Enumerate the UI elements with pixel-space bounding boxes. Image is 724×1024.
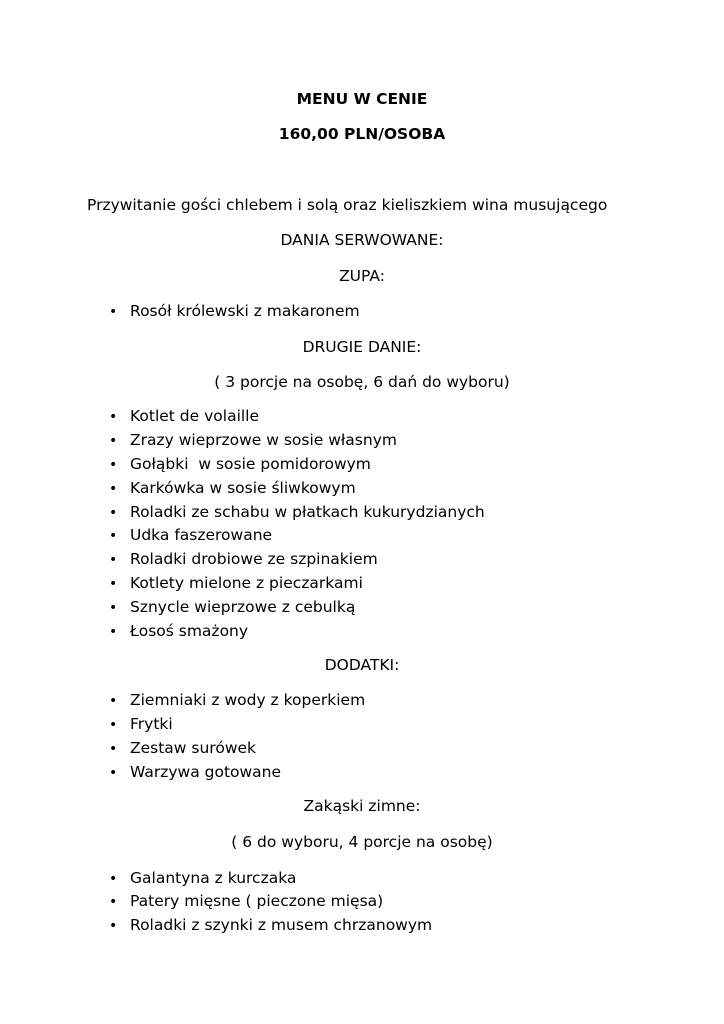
list-item-label: Galantyna z kurczaka (130, 869, 297, 887)
bullet-icon: • (109, 600, 118, 616)
list-item-label: Kotlety mielone z pieczarkami (130, 574, 363, 592)
list-item (109, 502, 485, 523)
list-item (109, 762, 281, 783)
bullet-icon: • (109, 528, 118, 544)
list-item (109, 738, 256, 759)
list-item-label: Roladki drobiowe ze szpinakiem (130, 550, 378, 568)
list-item-label: Karkówka w sosie śliwkowym (130, 479, 356, 497)
list-item (109, 597, 355, 618)
bullet-icon: • (109, 409, 118, 425)
list-item-label: Sznycle wieprzowe z cebulką (130, 598, 356, 616)
main-note: ( 3 porcje na osobę, 6 dań do wyboru) (214, 373, 510, 391)
list-item (109, 891, 383, 912)
menu-price: 160,00 PLN/OSOBA (278, 125, 446, 143)
list-item-label: Kotlet de volaille (130, 407, 260, 425)
list-item (109, 621, 248, 642)
list-item-label: Patery mięsne ( pieczone mięsa) (130, 892, 384, 910)
bullet-icon: • (109, 505, 118, 521)
bullet-icon: • (109, 457, 118, 473)
bullet-icon: • (109, 433, 118, 449)
list-item-label: Roladki z szynki z musem chrzanowym (130, 916, 433, 934)
list-item (109, 868, 296, 889)
main-heading: DRUGIE DANIE: (302, 338, 422, 356)
list-item (109, 301, 360, 322)
list-item-label: Rosół królewski z makaronem (130, 302, 360, 320)
list-item (109, 454, 371, 475)
list-item-label: Udka faszerowane (130, 526, 273, 544)
menu-title: MENU W CENIE (296, 90, 428, 108)
list-item (109, 690, 365, 711)
list-item (109, 525, 272, 546)
bullet-icon: • (109, 871, 118, 887)
list-item (109, 430, 397, 451)
bullet-icon: • (109, 576, 118, 592)
sides-heading: DODATKI: (324, 656, 400, 674)
bullet-icon: • (109, 624, 118, 640)
bullet-icon: • (109, 918, 118, 934)
bullet-icon: • (109, 552, 118, 568)
list-item-label: Frytki (130, 715, 173, 733)
list-item-label: Roladki ze schabu w płatkach kukurydzianych (130, 503, 485, 521)
list-item-label: Zestaw surówek (130, 739, 257, 757)
list-item (109, 549, 378, 570)
list-item (109, 915, 432, 936)
cold-heading: Zakąski zimne: (303, 797, 421, 815)
bullet-icon: • (109, 894, 118, 910)
list-item (109, 406, 259, 427)
bullet-icon: • (109, 304, 118, 320)
list-item (109, 478, 356, 499)
list-item-label: Łosoś smażony (130, 622, 249, 640)
bullet-icon: • (109, 481, 118, 497)
list-item-label: Gołąbki w sosie pomidorowym (130, 455, 371, 473)
list-item-label: Ziemniaki z wody z koperkiem (130, 691, 366, 709)
soup-heading: ZUPA: (339, 267, 385, 285)
cold-note: ( 6 do wyboru, 4 porcje na osobę) (231, 833, 493, 851)
bullet-icon: • (109, 765, 118, 781)
bullet-icon: • (109, 741, 118, 757)
list-item (109, 714, 173, 735)
bullet-icon: • (109, 717, 118, 733)
list-item-label: Warzywa gotowane (130, 763, 282, 781)
bullet-icon: • (109, 693, 118, 709)
intro-text: Przywitanie gości chlebem i solą oraz kieliszkiem wina musującego (87, 196, 608, 214)
list-item-label: Zrazy wieprzowe w sosie własnym (130, 431, 397, 449)
list-item (109, 573, 363, 594)
served-heading: DANIA SERWOWANE: (280, 231, 444, 249)
